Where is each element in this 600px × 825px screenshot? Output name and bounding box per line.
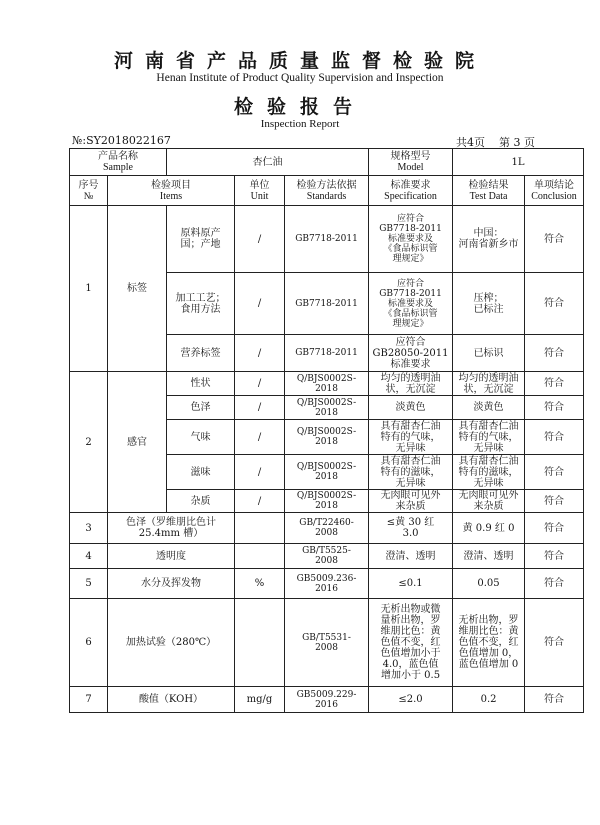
group-name: 感官 bbox=[108, 372, 167, 513]
spec-cell: ≤2.0 bbox=[369, 687, 453, 713]
result-cell: 无析出物，罗 维朋比色：黄 色值不变，红 色值增加 0， 蓝色值增加 0 bbox=[453, 599, 525, 687]
sub-item: 加工工艺； 食用方法 bbox=[167, 273, 235, 335]
spec-cell: 应符合 GB28050-2011 标准要求 bbox=[369, 335, 453, 372]
unit-cell: / bbox=[235, 273, 285, 335]
spec-cell: 应符合 GB7718-2011 标准要求及 《食品标识管 理规定》 bbox=[369, 206, 453, 273]
table-row bbox=[70, 599, 584, 687]
table-row bbox=[70, 544, 584, 569]
unit-cell: / bbox=[235, 420, 285, 455]
col-spec-header: 标准要求 Specification bbox=[369, 176, 453, 206]
method-cell: GB5009.236- 2016 bbox=[285, 569, 369, 599]
unit-cell: mg/g bbox=[235, 687, 285, 713]
row-number: 1 bbox=[70, 206, 108, 372]
result-cell: 0.2 bbox=[453, 687, 525, 713]
method-cell: GB7718-2011 bbox=[285, 206, 369, 273]
sub-item: 原料原产 国；产地 bbox=[167, 206, 235, 273]
col-no-header: 序号 № bbox=[70, 176, 108, 206]
unit-cell: % bbox=[235, 569, 285, 599]
product-label: 产品名称 Sample bbox=[70, 149, 167, 176]
method-cell: GB5009.229- 2016 bbox=[285, 687, 369, 713]
spec-cell: ≤黄 30 红 3.0 bbox=[369, 513, 453, 544]
row-number: 2 bbox=[70, 372, 108, 513]
method-cell: Q/BJS0002S- 2018 bbox=[285, 420, 369, 455]
item-cell: 色泽（罗维朋比色计 25.4mm 槽） bbox=[108, 513, 235, 544]
conclusion-cell: 符合 bbox=[525, 273, 584, 335]
result-cell: 中国： 河南省新乡市 bbox=[453, 206, 525, 273]
unit-cell: / bbox=[235, 372, 285, 396]
sub-item: 滋味 bbox=[167, 455, 235, 490]
table-row bbox=[70, 372, 584, 396]
col-conclusion-header: 单项结论 Conclusion bbox=[525, 176, 584, 206]
sub-item: 性状 bbox=[167, 372, 235, 396]
result-cell: 澄清、透明 bbox=[453, 544, 525, 569]
spec-cell: 均匀的透明油 状，无沉淀 bbox=[369, 372, 453, 396]
method-cell: Q/BJS0002S- 2018 bbox=[285, 372, 369, 396]
conclusion-cell: 符合 bbox=[525, 396, 584, 420]
spec-cell: 具有甜杏仁油 特有的气味， 无异味 bbox=[369, 420, 453, 455]
product-name: 杏仁油 bbox=[167, 149, 369, 176]
conclusion-cell: 符合 bbox=[525, 335, 584, 372]
table-row bbox=[70, 569, 584, 599]
report-number: №:SY2018022167 bbox=[72, 134, 171, 147]
result-cell: 无肉眼可见外 来杂质 bbox=[453, 490, 525, 513]
unit-cell bbox=[235, 513, 285, 544]
method-cell: Q/BJS0002S- 2018 bbox=[285, 455, 369, 490]
method-cell: GB/T22460- 2008 bbox=[285, 513, 369, 544]
unit-cell bbox=[235, 544, 285, 569]
unit-cell: / bbox=[235, 396, 285, 420]
unit-cell: / bbox=[235, 455, 285, 490]
row-number: 3 bbox=[70, 513, 108, 544]
result-cell: 黄 0.9 红 0 bbox=[453, 513, 525, 544]
spec-cell: 澄清、透明 bbox=[369, 544, 453, 569]
inspection-table bbox=[69, 148, 584, 713]
row-number: 4 bbox=[70, 544, 108, 569]
item-cell: 加热试验（280℃） bbox=[108, 599, 235, 687]
method-cell: GB/T5531- 2008 bbox=[285, 599, 369, 687]
col-result-header: 检验结果 Test Data bbox=[453, 176, 525, 206]
conclusion-cell: 符合 bbox=[525, 544, 584, 569]
result-cell: 压榨； 已标注 bbox=[453, 273, 525, 335]
unit-cell: / bbox=[235, 490, 285, 513]
conclusion-cell: 符合 bbox=[525, 455, 584, 490]
result-cell: 已标识 bbox=[453, 335, 525, 372]
conclusion-cell: 符合 bbox=[525, 490, 584, 513]
group-name: 标签 bbox=[108, 206, 167, 372]
item-cell: 酸值（KOH） bbox=[108, 687, 235, 713]
sub-item: 杂质 bbox=[167, 490, 235, 513]
unit-cell bbox=[235, 599, 285, 687]
spec-cell: 无析出物或微 量析出物，罗 维朋比色：黄 色值不变，红 色值增加小于 4.0，蓝色值 增加小于 0.5 bbox=[369, 599, 453, 687]
table-row bbox=[70, 206, 584, 273]
institute-name-en: Henan Institute of Product Quality Supervision and Inspection bbox=[156, 72, 444, 84]
method-cell: GB/T5525- 2008 bbox=[285, 544, 369, 569]
product-row bbox=[70, 149, 584, 176]
report-title-cn: 检验报告 bbox=[233, 96, 366, 118]
result-cell: 淡黄色 bbox=[453, 396, 525, 420]
result-cell: 具有甜杏仁油 特有的气味， 无异味 bbox=[453, 420, 525, 455]
model-label: 规格型号 Model bbox=[369, 149, 453, 176]
spec-cell: 无肉眼可见外 来杂质 bbox=[369, 490, 453, 513]
conclusion-cell: 符合 bbox=[525, 569, 584, 599]
result-cell: 0.05 bbox=[453, 569, 525, 599]
conclusion-cell: 符合 bbox=[525, 420, 584, 455]
spec-cell: 应符合 GB7718-2011 标准要求及 《食品标识管 理规定》 bbox=[369, 273, 453, 335]
unit-cell: / bbox=[235, 335, 285, 372]
col-method-header: 检验方法依据 Standards bbox=[285, 176, 369, 206]
row-number: 6 bbox=[70, 599, 108, 687]
col-item-header: 检验项目 Items bbox=[108, 176, 235, 206]
conclusion-cell: 符合 bbox=[525, 687, 584, 713]
table-row bbox=[70, 513, 584, 544]
method-cell: GB7718-2011 bbox=[285, 273, 369, 335]
model-value: 1L bbox=[453, 149, 584, 176]
column-header-row bbox=[70, 176, 584, 206]
spec-cell: 淡黄色 bbox=[369, 396, 453, 420]
item-cell: 水分及挥发物 bbox=[108, 569, 235, 599]
sub-item: 气味 bbox=[167, 420, 235, 455]
table-row bbox=[70, 687, 584, 713]
unit-cell: / bbox=[235, 206, 285, 273]
institute-name-cn: 河南省产品质量监督检验院 bbox=[113, 50, 486, 72]
col-unit-header: 单位 Unit bbox=[235, 176, 285, 206]
item-cell: 透明度 bbox=[108, 544, 235, 569]
sub-item: 色泽 bbox=[167, 396, 235, 420]
method-cell: GB7718-2011 bbox=[285, 335, 369, 372]
result-cell: 均匀的透明油 状，无沉淀 bbox=[453, 372, 525, 396]
conclusion-cell: 符合 bbox=[525, 206, 584, 273]
page-total: 共4页 bbox=[456, 136, 485, 149]
conclusion-cell: 符合 bbox=[525, 513, 584, 544]
result-cell: 具有甜杏仁油 特有的滋味， 无异味 bbox=[453, 455, 525, 490]
conclusion-cell: 符合 bbox=[525, 372, 584, 396]
conclusion-cell: 符合 bbox=[525, 599, 584, 687]
report-title-en: Inspection Report bbox=[260, 118, 340, 130]
method-cell: Q/BJS0002S- 2018 bbox=[285, 490, 369, 513]
row-number: 5 bbox=[70, 569, 108, 599]
spec-cell: 具有甜杏仁油 特有的滋味， 无异味 bbox=[369, 455, 453, 490]
spec-cell: ≤0.1 bbox=[369, 569, 453, 599]
row-number: 7 bbox=[70, 687, 108, 713]
sub-item: 营养标签 bbox=[167, 335, 235, 372]
page-current: 第 3 页 bbox=[499, 136, 535, 149]
method-cell: Q/BJS0002S- 2018 bbox=[285, 396, 369, 420]
